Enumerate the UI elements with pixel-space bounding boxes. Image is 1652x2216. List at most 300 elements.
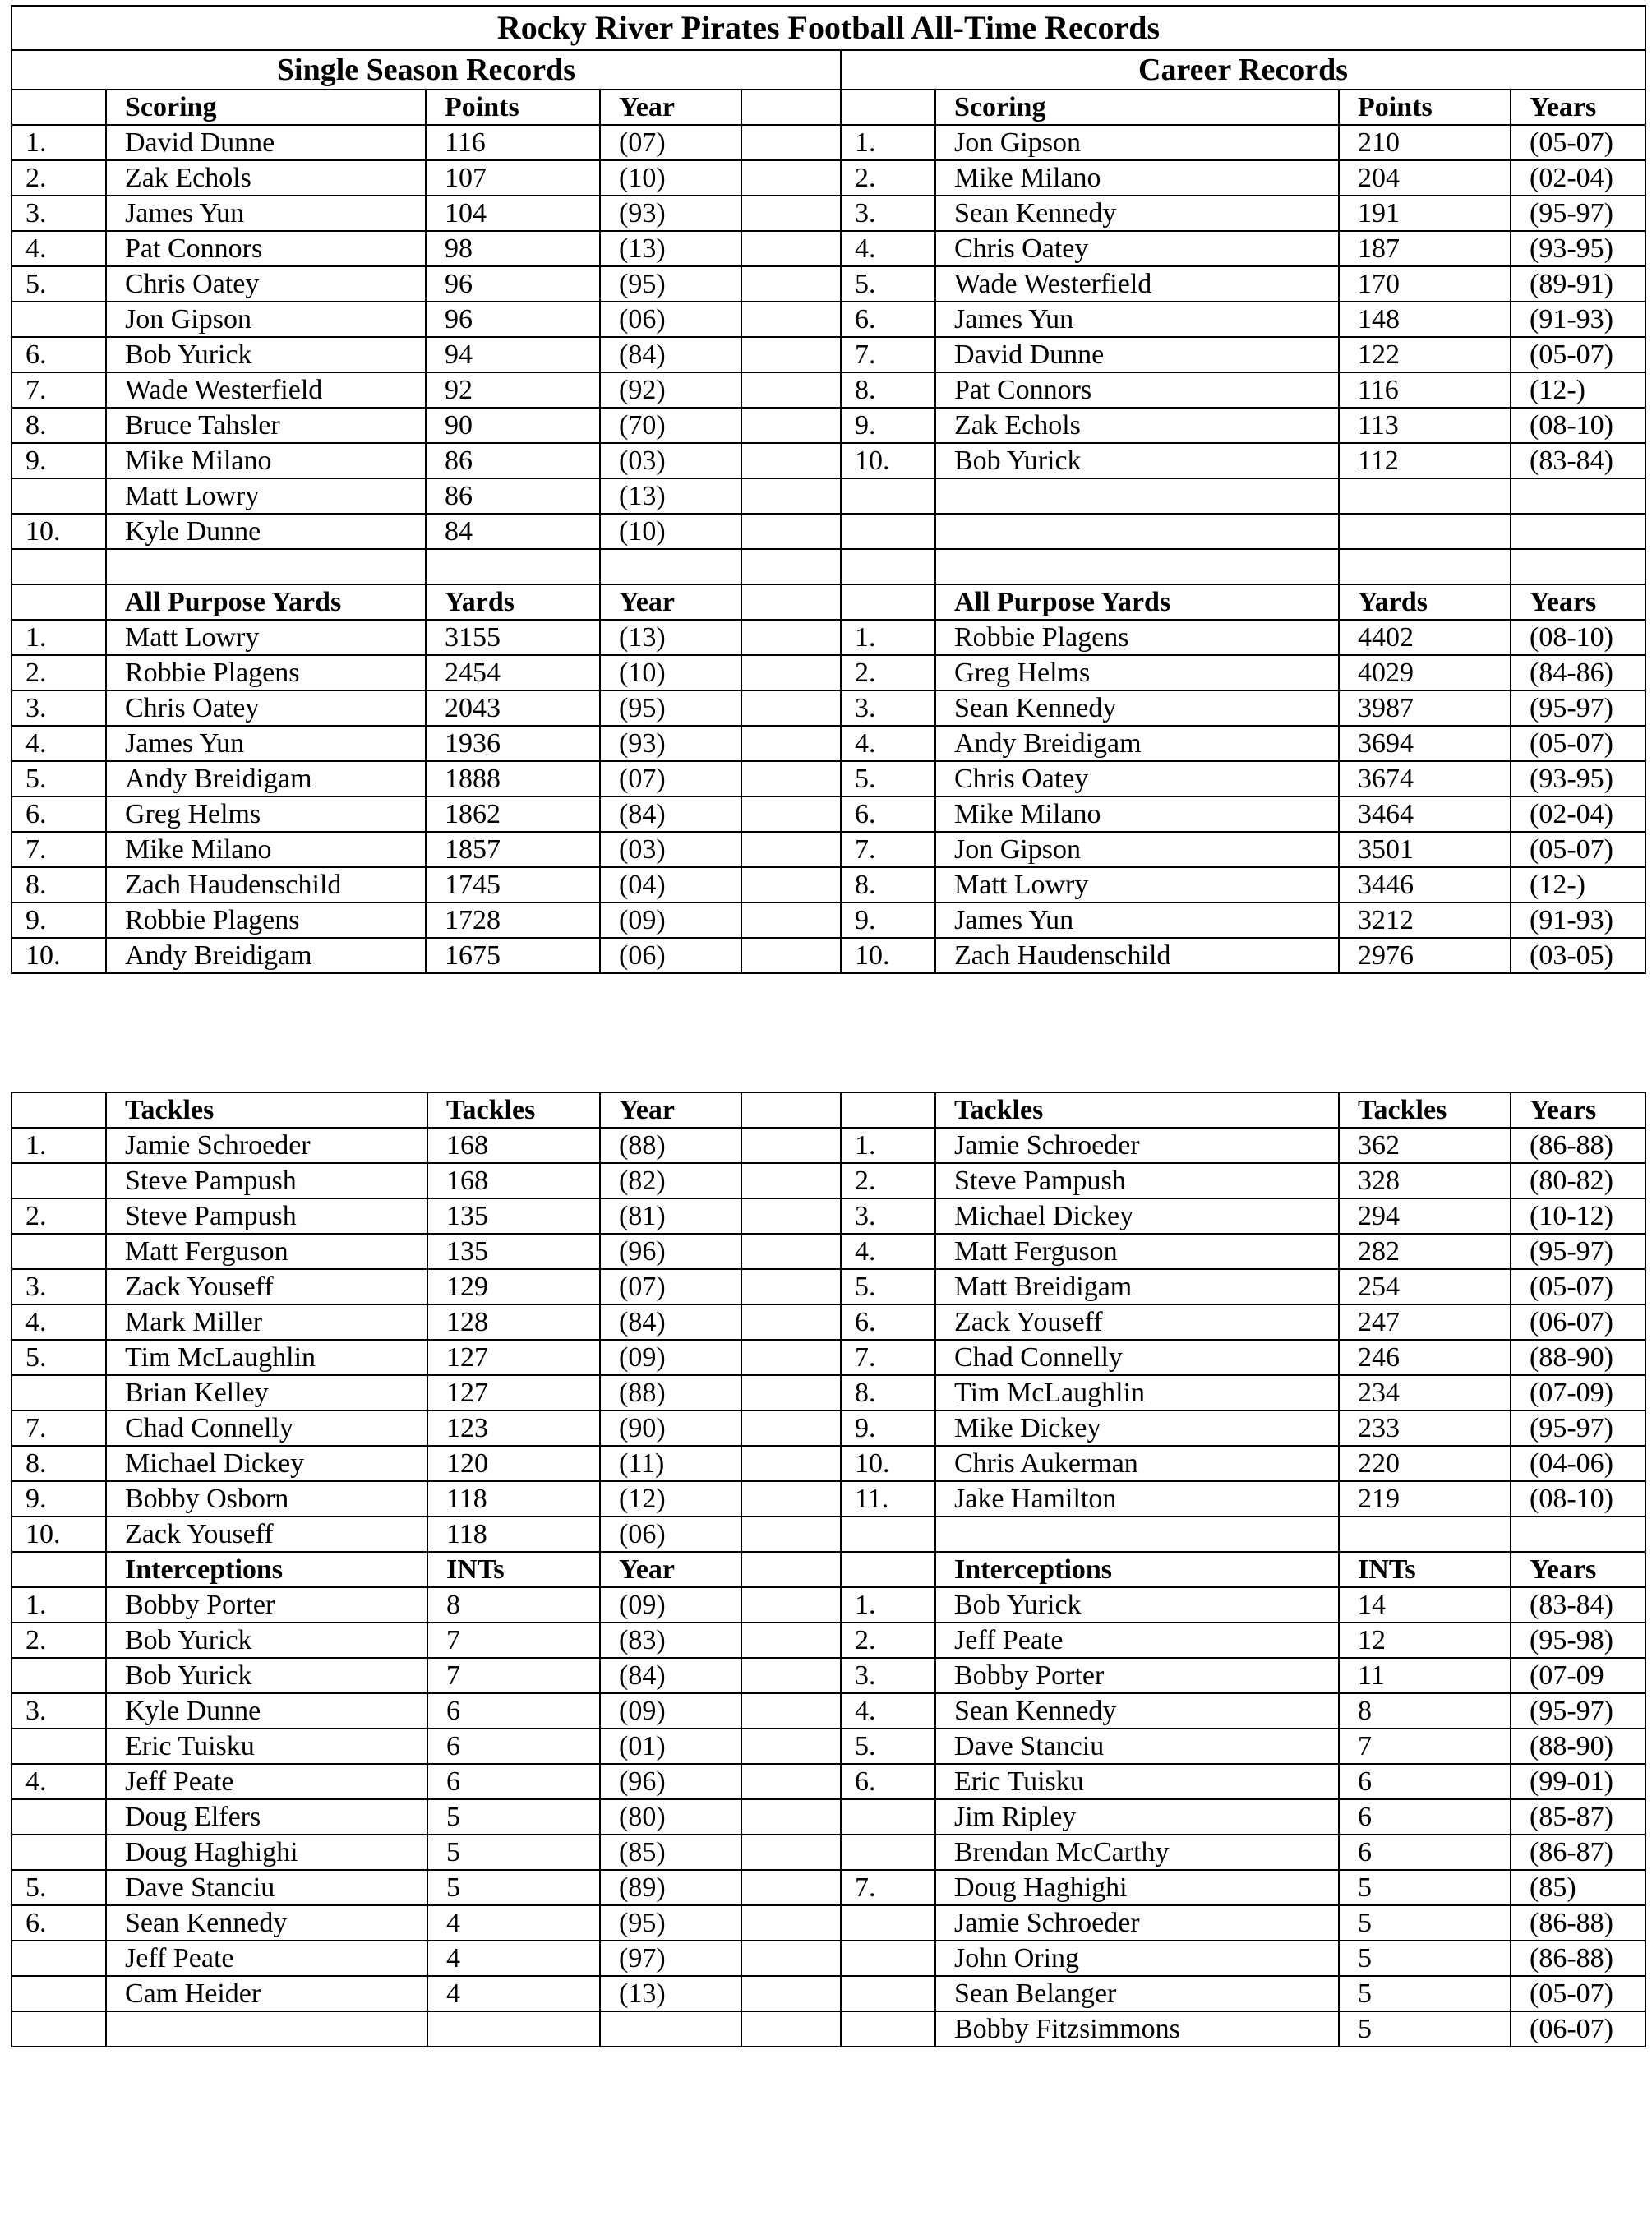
rank-header-cell: [12, 90, 106, 125]
player-name-cell: [935, 1517, 1339, 1552]
rank-cell: 5.: [12, 1340, 106, 1375]
player-name-cell: Bob Yurick: [106, 1623, 427, 1658]
spacer-cell: [741, 1693, 841, 1729]
stat-value-cell: 5: [427, 1870, 600, 1905]
rank-cell: 7.: [841, 1870, 935, 1905]
player-name-cell: Jamie Schroeder: [935, 1128, 1339, 1163]
stat-value-cell: 5: [1339, 1941, 1511, 1976]
table-row: [12, 2011, 1645, 2047]
stat-value-cell: 4: [427, 1905, 600, 1941]
player-name-cell: Zach Haudenschild: [106, 867, 426, 903]
rank-cell: 1.: [841, 620, 935, 655]
stat-value-cell: [1339, 478, 1511, 514]
year-cell: (96): [600, 1234, 741, 1269]
year-cell: (96): [600, 1764, 741, 1799]
player-name-cell: Zak Echols: [935, 408, 1339, 443]
player-name-cell: Bob Yurick: [106, 1658, 427, 1693]
rank-cell: 7.: [12, 372, 106, 408]
stat-value-cell: 2976: [1339, 938, 1511, 973]
player-name-cell: Mike Milano: [935, 796, 1339, 832]
years-cell: (93-95): [1511, 761, 1645, 796]
player-name-cell: Jamie Schroeder: [935, 1905, 1339, 1941]
spacer-cell: [741, 266, 841, 302]
player-name-cell: Matt Breidigam: [935, 1269, 1339, 1304]
player-name-cell: Robbie Plagens: [935, 620, 1339, 655]
table-row: [12, 372, 1645, 408]
table-row: [12, 832, 1645, 867]
player-name-cell: Sean Kennedy: [935, 1693, 1339, 1729]
rank-cell: 5.: [841, 1729, 935, 1764]
stat-value-cell: 120: [427, 1446, 600, 1481]
rank-header-cell: [12, 584, 106, 620]
stat-value-cell: 187: [1339, 231, 1511, 266]
year-cell: (95): [600, 1905, 741, 1941]
player-name-cell: Jeff Peate: [106, 1764, 427, 1799]
year-cell: (09): [600, 1587, 741, 1623]
spacer-cell: [741, 1163, 841, 1198]
table-row: [12, 1517, 1645, 1552]
table-row: [12, 337, 1645, 372]
player-name-cell: Greg Helms: [106, 796, 426, 832]
rank-cell: [12, 1835, 106, 1870]
player-name-cell: [106, 549, 426, 584]
player-name-cell: Andy Breidigam: [935, 726, 1339, 761]
player-name-cell: Matt Ferguson: [106, 1234, 427, 1269]
rank-cell: 1.: [12, 620, 106, 655]
player-name-cell: Steve Pampush: [106, 1163, 427, 1198]
player-name-cell: James Yun: [935, 903, 1339, 938]
spacer-cell: [741, 1092, 841, 1128]
rank-header-cell: [841, 1552, 935, 1587]
years-cell: (88-90): [1511, 1729, 1645, 1764]
spacer-cell: [741, 1198, 841, 1234]
rank-cell: 8.: [12, 867, 106, 903]
stat-value-cell: 191: [1339, 196, 1511, 231]
rank-cell: 1.: [841, 125, 935, 160]
years-cell: [1511, 514, 1645, 549]
spacer-cell: [741, 443, 841, 478]
player-name-cell: Andy Breidigam: [106, 938, 426, 973]
stat-value-cell: 8: [1339, 1693, 1511, 1729]
rank-cell: [12, 2011, 106, 2047]
rank-cell: 9.: [12, 903, 106, 938]
rank-cell: 6.: [12, 796, 106, 832]
player-name-cell: Bob Yurick: [935, 1587, 1339, 1623]
spacer-cell: [741, 832, 841, 867]
stat-value-cell: 3155: [426, 620, 600, 655]
category-title: Interceptions: [106, 1552, 427, 1587]
rank-cell: 4.: [841, 231, 935, 266]
player-name-cell: Jon Gipson: [935, 832, 1339, 867]
years-cell: (03-05): [1511, 938, 1645, 973]
years-cell: (95-97): [1511, 690, 1645, 726]
table-row: [12, 1976, 1645, 2011]
player-name-cell: James Yun: [106, 196, 426, 231]
spacer-cell: [741, 1799, 841, 1835]
spacer-cell: [741, 1835, 841, 1870]
stat-value-cell: 96: [426, 302, 600, 337]
stat-value-cell: 6: [427, 1693, 600, 1729]
stat-value-cell: 116: [1339, 372, 1511, 408]
rank-cell: [12, 1375, 106, 1410]
rank-header-cell: [841, 1092, 935, 1128]
stat-value-cell: 14: [1339, 1587, 1511, 1623]
spacer-cell: [741, 1587, 841, 1623]
player-name-cell: Jeff Peate: [106, 1941, 427, 1976]
table-row: [12, 302, 1645, 337]
year-cell: (03): [600, 832, 741, 867]
player-name-cell: Matt Lowry: [106, 620, 426, 655]
year-cell: (10): [600, 160, 741, 196]
category-title: Scoring: [935, 90, 1339, 125]
player-name-cell: Mark Miller: [106, 1304, 427, 1340]
player-name-cell: Dave Stanciu: [106, 1870, 427, 1905]
rank-cell: 7.: [12, 1410, 106, 1446]
rank-cell: 4.: [12, 726, 106, 761]
category-title: Interceptions: [935, 1552, 1339, 1587]
spacer-cell: [741, 1304, 841, 1340]
spacer-cell: [741, 478, 841, 514]
player-name-cell: [106, 2011, 427, 2047]
years-header: Years: [1511, 1092, 1645, 1128]
rank-cell: 9.: [12, 443, 106, 478]
player-name-cell: Eric Tuisku: [935, 1764, 1339, 1799]
rank-cell: [12, 1941, 106, 1976]
year-cell: (09): [600, 903, 741, 938]
player-name-cell: Doug Haghighi: [935, 1870, 1339, 1905]
years-cell: (08-10): [1511, 620, 1645, 655]
stat-value-cell: 2454: [426, 655, 600, 690]
year-cell: (93): [600, 196, 741, 231]
spacer-cell: [741, 1552, 841, 1587]
stat-value-cell: 7: [1339, 1729, 1511, 1764]
years-cell: (04-06): [1511, 1446, 1645, 1481]
stat-value-cell: 84: [426, 514, 600, 549]
table-row: [12, 1623, 1645, 1658]
year-cell: (70): [600, 408, 741, 443]
player-name-cell: Kyle Dunne: [106, 514, 426, 549]
career-heading: Career Records: [841, 50, 1645, 90]
rank-cell: 9.: [841, 1410, 935, 1446]
rank-cell: [12, 1234, 106, 1269]
rank-cell: 3.: [12, 1269, 106, 1304]
table-row: [12, 125, 1645, 160]
player-name-cell: Andy Breidigam: [106, 761, 426, 796]
rank-cell: 2.: [841, 1623, 935, 1658]
rank-cell: 5.: [12, 1870, 106, 1905]
stat-value-cell: 3694: [1339, 726, 1511, 761]
years-cell: (05-07): [1511, 1976, 1645, 2011]
rank-cell: [12, 549, 106, 584]
years-cell: (95-97): [1511, 1234, 1645, 1269]
year-cell: (84): [600, 796, 741, 832]
stat-value-cell: 220: [1339, 1446, 1511, 1481]
player-name-cell: Steve Pampush: [106, 1198, 427, 1234]
years-cell: (08-10): [1511, 408, 1645, 443]
rank-cell: 3.: [841, 690, 935, 726]
stat-value-cell: 3674: [1339, 761, 1511, 796]
player-name-cell: Chad Connelly: [106, 1410, 427, 1446]
player-name-cell: Jim Ripley: [935, 1799, 1339, 1835]
rank-cell: 10.: [12, 938, 106, 973]
rank-cell: [12, 1976, 106, 2011]
rank-cell: 5.: [841, 1269, 935, 1304]
stat-value-cell: 129: [427, 1269, 600, 1304]
stat-value-cell: 328: [1339, 1163, 1511, 1198]
rank-cell: 2.: [12, 160, 106, 196]
table-row: [12, 443, 1645, 478]
table-row: [12, 196, 1645, 231]
rank-cell: 6.: [841, 1764, 935, 1799]
years-cell: (08-10): [1511, 1481, 1645, 1517]
player-name-cell: Steve Pampush: [935, 1163, 1339, 1198]
player-name-cell: Dave Stanciu: [935, 1729, 1339, 1764]
rank-cell: 4.: [12, 1764, 106, 1799]
player-name-cell: Robbie Plagens: [106, 903, 426, 938]
records-top-body: [12, 6, 1645, 973]
stat-value-cell: 135: [427, 1234, 600, 1269]
stat-value-cell: 7: [427, 1623, 600, 1658]
rank-cell: [841, 1905, 935, 1941]
stat-value-cell: 3446: [1339, 867, 1511, 903]
year-cell: (13): [600, 231, 741, 266]
years-cell: (83-84): [1511, 443, 1645, 478]
rank-cell: [12, 302, 106, 337]
years-cell: (86-88): [1511, 1905, 1645, 1941]
rank-cell: 10.: [841, 938, 935, 973]
rank-cell: 4.: [12, 1304, 106, 1340]
years-cell: (85-87): [1511, 1799, 1645, 1835]
stat-value-cell: 5: [1339, 2011, 1511, 2047]
player-name-cell: Jeff Peate: [935, 1623, 1339, 1658]
rank-cell: 1.: [12, 1587, 106, 1623]
rank-header-cell: [841, 584, 935, 620]
player-name-cell: Matt Lowry: [106, 478, 426, 514]
rank-cell: 8.: [12, 1446, 106, 1481]
years-cell: (85): [1511, 1870, 1645, 1905]
rank-cell: [841, 1976, 935, 2011]
spacer-cell: [741, 1375, 841, 1410]
player-name-cell: Mike Milano: [106, 443, 426, 478]
years-cell: (95-97): [1511, 1693, 1645, 1729]
player-name-cell: Bobby Osborn: [106, 1481, 427, 1517]
year-cell: (07): [600, 125, 741, 160]
table-row: [12, 796, 1645, 832]
player-name-cell: Chris Oatey: [935, 231, 1339, 266]
stat-value-cell: 5: [427, 1799, 600, 1835]
table-row: [12, 160, 1645, 196]
stat-value-cell: 127: [427, 1340, 600, 1375]
player-name-cell: Bobby Fitzsimmons: [935, 2011, 1339, 2047]
rank-cell: 2.: [841, 1163, 935, 1198]
stat-value-cell: 11: [1339, 1658, 1511, 1693]
rank-cell: 6.: [12, 337, 106, 372]
year-header: Year: [600, 90, 741, 125]
year-cell: (88): [600, 1375, 741, 1410]
player-name-cell: Sean Kennedy: [106, 1905, 427, 1941]
player-name-cell: Wade Westerfield: [935, 266, 1339, 302]
category-header-row: [12, 584, 1645, 620]
stat-value-cell: 2043: [426, 690, 600, 726]
year-cell: (06): [600, 1517, 741, 1552]
player-name-cell: James Yun: [935, 302, 1339, 337]
spacer-cell: [741, 1269, 841, 1304]
stat-header: INTs: [427, 1552, 600, 1587]
player-name-cell: Mike Milano: [935, 160, 1339, 196]
stat-value-cell: 5: [427, 1835, 600, 1870]
year-cell: (13): [600, 478, 741, 514]
table-row: [12, 655, 1645, 690]
rank-cell: 2.: [841, 160, 935, 196]
player-name-cell: Tim McLaughlin: [935, 1375, 1339, 1410]
spacer-cell: [741, 1410, 841, 1446]
rank-cell: [12, 1729, 106, 1764]
player-name-cell: Doug Elfers: [106, 1799, 427, 1835]
stat-value-cell: 170: [1339, 266, 1511, 302]
rank-cell: [12, 1658, 106, 1693]
category-header-row: [12, 1092, 1645, 1128]
year-cell: (89): [600, 1870, 741, 1905]
year-cell: (06): [600, 938, 741, 973]
stat-value-cell: 204: [1339, 160, 1511, 196]
table-row: [12, 478, 1645, 514]
player-name-cell: Chris Oatey: [935, 761, 1339, 796]
spacer-cell: [741, 1941, 841, 1976]
spacer-cell: [741, 1340, 841, 1375]
spacer-cell: [741, 1517, 841, 1552]
rank-cell: [12, 1799, 106, 1835]
stat-value-cell: [427, 2011, 600, 2047]
years-cell: (89-91): [1511, 266, 1645, 302]
year-cell: (80): [600, 1799, 741, 1835]
stat-value-cell: 127: [427, 1375, 600, 1410]
stat-value-cell: 86: [426, 443, 600, 478]
rank-cell: [12, 1163, 106, 1198]
rank-cell: 8.: [841, 867, 935, 903]
player-name-cell: Mike Milano: [106, 832, 426, 867]
player-name-cell: [935, 549, 1339, 584]
stat-value-cell: 1888: [426, 761, 600, 796]
rank-cell: 9.: [12, 1481, 106, 1517]
stat-value-cell: 4402: [1339, 620, 1511, 655]
table-row: [12, 938, 1645, 973]
years-cell: (95-97): [1511, 1410, 1645, 1446]
table-row: [12, 1764, 1645, 1799]
stat-value-cell: 282: [1339, 1234, 1511, 1269]
rank-header-cell: [12, 1092, 106, 1128]
table-row: [12, 1799, 1645, 1835]
stat-value-cell: 8: [427, 1587, 600, 1623]
years-cell: (83-84): [1511, 1587, 1645, 1623]
stat-value-cell: 113: [1339, 408, 1511, 443]
player-name-cell: John Oring: [935, 1941, 1339, 1976]
rank-cell: 8.: [841, 372, 935, 408]
table-row: [12, 1128, 1645, 1163]
category-header-row: [12, 1552, 1645, 1587]
stat-value-cell: 90: [426, 408, 600, 443]
rank-cell: 1.: [841, 1128, 935, 1163]
stat-value-cell: 210: [1339, 125, 1511, 160]
years-cell: (10-12): [1511, 1198, 1645, 1234]
spacer-cell: [741, 1905, 841, 1941]
stat-value-cell: 107: [426, 160, 600, 196]
stat-value-cell: 118: [427, 1517, 600, 1552]
spacer-cell: [741, 372, 841, 408]
year-cell: [600, 2011, 741, 2047]
year-cell: (84): [600, 337, 741, 372]
table-row: [12, 903, 1645, 938]
spacer-cell: [741, 549, 841, 584]
years-header: Years: [1511, 90, 1645, 125]
player-name-cell: Michael Dickey: [106, 1446, 427, 1481]
rank-cell: 3.: [12, 1693, 106, 1729]
year-cell: (06): [600, 302, 741, 337]
year-cell: (93): [600, 726, 741, 761]
rank-cell: 8.: [841, 1375, 935, 1410]
rank-cell: [841, 1941, 935, 1976]
category-title: All Purpose Yards: [935, 584, 1339, 620]
rank-cell: [841, 1799, 935, 1835]
player-name-cell: Jamie Schroeder: [106, 1128, 427, 1163]
stat-header: INTs: [1339, 1552, 1511, 1587]
table-row: [12, 1729, 1645, 1764]
spacer-cell: [741, 690, 841, 726]
stat-value-cell: 1936: [426, 726, 600, 761]
player-name-cell: Bruce Tahsler: [106, 408, 426, 443]
stat-header: Tackles: [427, 1092, 600, 1128]
table-row: [12, 1410, 1645, 1446]
table-row: [12, 726, 1645, 761]
year-cell: (88): [600, 1128, 741, 1163]
years-cell: (95-97): [1511, 196, 1645, 231]
spacer-cell: [741, 337, 841, 372]
year-cell: (07): [600, 1269, 741, 1304]
years-cell: (86-87): [1511, 1835, 1645, 1870]
table-row: [12, 1234, 1645, 1269]
stat-value-cell: 219: [1339, 1481, 1511, 1517]
spacer-cell: [741, 90, 841, 125]
stat-value-cell: [1339, 1517, 1511, 1552]
spacer-cell: [741, 1481, 841, 1517]
spacer-cell: [741, 938, 841, 973]
rank-cell: 10.: [12, 514, 106, 549]
years-cell: (93-95): [1511, 231, 1645, 266]
rank-cell: [841, 1835, 935, 1870]
records-table-top: [11, 5, 1646, 974]
spacer-cell: [741, 1729, 841, 1764]
stat-value-cell: 233: [1339, 1410, 1511, 1446]
player-name-cell: Sean Belanger: [935, 1976, 1339, 2011]
spacer-cell: [741, 584, 841, 620]
year-cell: (97): [600, 1941, 741, 1976]
rank-cell: 4.: [841, 1234, 935, 1269]
rank-cell: 10.: [12, 1517, 106, 1552]
year-cell: (10): [600, 655, 741, 690]
years-cell: (06-07): [1511, 1304, 1645, 1340]
table-row: [12, 1304, 1645, 1340]
stat-value-cell: 3987: [1339, 690, 1511, 726]
rank-cell: 2.: [12, 1623, 106, 1658]
rank-cell: 9.: [841, 903, 935, 938]
table-row: [12, 408, 1645, 443]
rank-cell: [841, 514, 935, 549]
player-name-cell: Chris Oatey: [106, 690, 426, 726]
stat-value-cell: 128: [427, 1304, 600, 1340]
rank-cell: 1.: [12, 1128, 106, 1163]
rank-cell: 5.: [841, 266, 935, 302]
rank-cell: 7.: [841, 337, 935, 372]
rank-cell: 10.: [841, 443, 935, 478]
